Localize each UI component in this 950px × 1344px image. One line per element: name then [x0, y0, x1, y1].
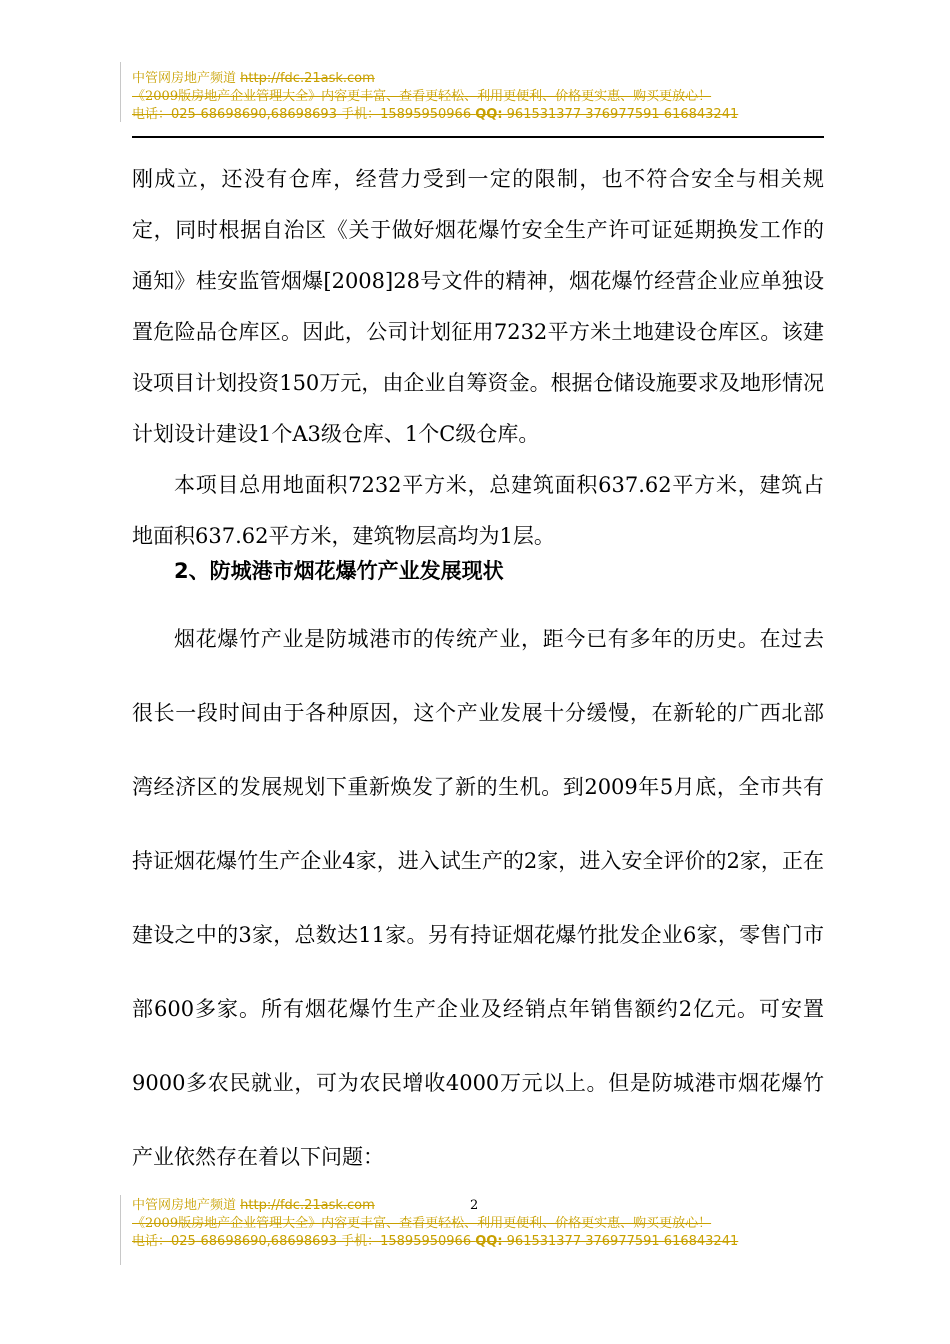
footer-promo: 《2009版房地产企业管理大全》内容更丰富、查看更轻松、利用更便利、价格更实惠、购买更放心！: [132, 1216, 712, 1231]
crop-mark-bottom: [120, 1195, 121, 1265]
footer-qq-label: QQ:: [475, 1234, 503, 1249]
footer-contact-phone: 电话：025-68698690,68698693 手机：15895950966: [132, 1234, 476, 1249]
body-section-wide: [132, 602, 824, 1194]
footer-qq-numbers: 961531377 376977591 616843241: [502, 1234, 739, 1249]
page-number: 2: [470, 1198, 479, 1213]
header-contact: [132, 106, 852, 124]
paragraph-industry-status: 烟花爆竹产业是防城港市的传统产业，距今已有多年的历史。在过去很长一段时间由于各种原因，这个产业发展十分缓慢，在新轮的广西北部湾经济区的发展规划下重新焕发了新的生机。到2009年5月底，全市共有持证烟花爆竹生产企业4家，进入试生产的2家，进入安全评价的2家，正在建设之中的3家，总数达11家。另有持证烟花爆竹批发企业6家，零售门市部600多家。所有烟花爆竹生产企业及经销点年销售额约2亿元。可安置9000多农民就业，可为农民增收4000万元以上。但是防城港市烟花爆竹产业依然存在着以下问题：: [132, 627, 824, 1169]
page-header: [132, 70, 852, 124]
footer-site-name: 中管网房地产频道: [132, 1198, 241, 1213]
header-contact-phone: 电话：025-68698690,68698693 手机：15895950966: [132, 107, 476, 122]
header-site-link[interactable]: http://fdc.21ask.com: [240, 71, 375, 86]
header-site-name: 中管网房地产频道: [132, 71, 241, 86]
footer-line-1: [132, 1197, 852, 1215]
section-heading: 2、防城港市烟花爆竹产业发展现状: [174, 559, 504, 583]
footer-contact: [132, 1233, 852, 1251]
crop-mark-top: [120, 62, 121, 122]
header-promo: 《2009版房地产企业管理大全》内容更丰富、查看更轻松、利用更便利、价格更实惠、购买更放心！: [132, 89, 712, 104]
page-footer: [132, 1197, 852, 1251]
header-qq-label: QQ:: [475, 107, 503, 122]
header-divider: [132, 136, 824, 138]
body-section-dense: [132, 154, 824, 562]
header-qq-numbers: 961531377 376977591 616843241: [502, 107, 739, 122]
paragraph-land-area: 本项目总用地面积7232平方米，总建筑面积637.62平方米，建筑占地面积637.62平方米，建筑物层高均为1层。: [132, 473, 824, 548]
footer-site-link[interactable]: http://fdc.21ask.com: [240, 1198, 375, 1213]
paragraph-warehouse-plan: 刚成立，还没有仓库，经营力受到一定的限制，也不符合安全与相关规定，同时根据自治区《关于做好烟花爆竹安全生产许可证延期换发工作的通知》桂安监管烟爆[2008]28号文件的精神，烟花爆竹经营企业应单独设置危险品仓库区。因此，公司计划征用7232平方米土地建设仓库区。该建设项目计划投资150万元，由企业自筹资金。根据仓储设施要求及地形情况计划设计建设1个A3级仓库、1个C级仓库。: [132, 167, 824, 446]
header-line-1: [132, 70, 852, 88]
